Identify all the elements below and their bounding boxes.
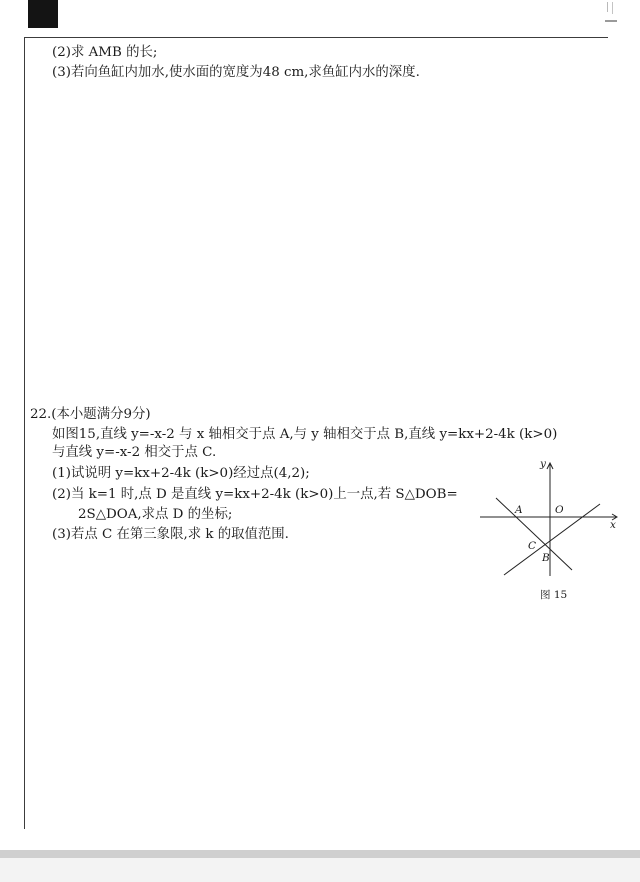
scan-bottom-band [0,850,640,882]
problem22-sub1: (1)试说明 y=kx+2-4k (k>0)经过点(4,2); [52,466,310,481]
point-c-label: C [528,540,537,552]
scan-dark-corner [28,0,58,28]
point-a-label: A [515,504,523,516]
problem22-sub2-line2: 2S△DOA,求点 D 的坐标; [78,507,233,522]
point-b-label: B [542,552,550,564]
figure-15-lines [476,458,626,588]
part3-question: (3)若向鱼缸内加水,使水面的宽度为48 cm,求鱼缸内水的深度. [52,65,420,80]
problem22-intro-line2: 与直线 y=-x-2 相交于点 C. [52,445,217,460]
x-axis-label: x [610,519,616,531]
page-top-rule [24,37,608,38]
problem22-sub2-line1: (2)当 k=1 时,点 D 是直线 y=kx+2-4k (k>0)上一点,若 S△DOB= [52,487,458,502]
problem22-intro-line1: 如图15,直线 y=-x-2 与 x 轴相交于点 A,与 y 轴相交于点 B,直线 y=kx+2-4k (k>0) [52,427,558,442]
origin-o-label: O [555,504,564,516]
part2-question: (2)求 AMB 的长; [52,45,158,60]
problem22-heading: 22.(本小题满分9分) [30,407,151,422]
figure-15-caption: 图 15 [540,589,568,601]
y-axis-label: y [540,458,546,470]
figure-15-diagram [476,458,626,606]
scan-edge-mark [603,0,619,26]
problem22-sub3: (3)若点 C 在第三象限,求 k 的取值范围. [52,527,289,542]
page-left-margin-rule [24,37,25,829]
